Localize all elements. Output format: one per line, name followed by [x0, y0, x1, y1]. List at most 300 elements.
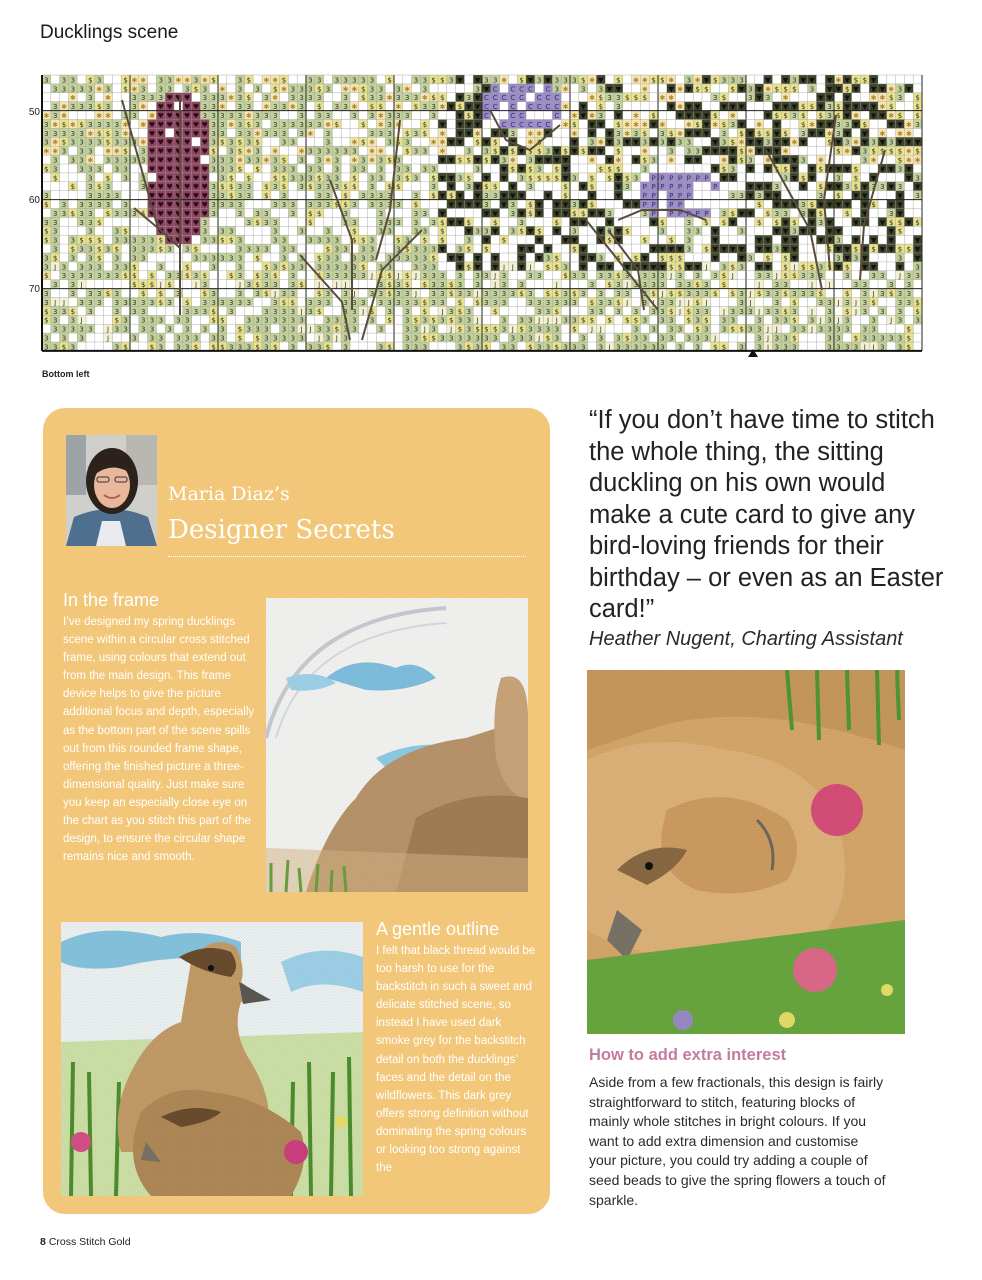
- chart-symbol: $: [299, 281, 304, 290]
- chart-symbol: 3: [880, 290, 885, 298]
- chart-symbol: 3: [554, 334, 560, 343]
- chart-symbol: ▼: [580, 112, 586, 120]
- chart-symbol: $: [765, 129, 771, 138]
- chart-symbol: 3: [167, 85, 172, 94]
- chart-symbol: 3: [378, 343, 384, 352]
- chart-symbol: ✱: [52, 120, 59, 129]
- chart-symbol: $: [792, 218, 797, 227]
- chart-symbol: $: [774, 85, 780, 94]
- chart-symbol: 3: [387, 112, 392, 120]
- chart-symbol: $: [572, 325, 577, 334]
- chart-symbol: $: [572, 209, 577, 218]
- chart-symbol: 3: [616, 138, 621, 147]
- chart-symbol: 3: [352, 76, 357, 85]
- chart-symbol: 3: [827, 103, 832, 112]
- chart-symbol: $: [589, 174, 595, 183]
- chart-symbol: $: [466, 263, 472, 272]
- chart-symbol: 3: [466, 325, 472, 334]
- chart-symbol: 3: [158, 76, 164, 85]
- chart-symbol: J: [318, 281, 321, 290]
- chart-symbol: 3: [299, 263, 304, 272]
- chart-symbol: $: [44, 201, 49, 209]
- chart-symbol: J: [335, 334, 338, 343]
- chart-symbol: ▼: [642, 254, 648, 263]
- chart-symbol: ▼: [501, 129, 507, 138]
- chart-symbol: $: [783, 85, 788, 94]
- chart-symbol: ▼: [818, 236, 824, 245]
- chart-symbol: 3: [255, 112, 260, 120]
- chart-symbol: 3: [123, 156, 128, 165]
- chart-symbol: ▼: [809, 218, 815, 227]
- chart-symbol: C: [554, 112, 560, 120]
- chart-symbol: 3: [299, 254, 304, 263]
- chart-symbol: 3: [272, 298, 278, 307]
- chart-symbol: ▼: [791, 174, 798, 183]
- chart-symbol: ▼: [730, 156, 736, 165]
- chart-symbol: ▼: [474, 201, 481, 209]
- chart-symbol: ▼: [756, 94, 762, 103]
- chart-symbol: ▼: [897, 263, 903, 272]
- chart-symbol: 3: [79, 85, 84, 94]
- chart-symbol: ▼: [853, 192, 859, 201]
- chart-symbol: ▼: [826, 94, 833, 103]
- chart-symbol: $: [132, 272, 137, 281]
- chart-symbol: ▼: [457, 201, 463, 209]
- chart-symbol: $: [871, 298, 876, 307]
- chart-symbol: $: [70, 209, 76, 218]
- chart-symbol: 3: [211, 120, 216, 129]
- chart-symbol: ✱: [377, 120, 384, 129]
- chart-symbol: J: [810, 281, 814, 290]
- chart-symbol: 3: [79, 103, 84, 112]
- chart-symbol: ▼: [818, 94, 824, 103]
- chart-symbol: J: [397, 272, 400, 281]
- chart-symbol: $: [378, 103, 384, 112]
- chart-symbol: ▼: [686, 263, 692, 272]
- chart-symbol: 3: [510, 201, 516, 209]
- chart-symbol: 3: [528, 272, 533, 281]
- chart-symbol: 3: [70, 85, 76, 94]
- chart-symbol: 3: [281, 290, 287, 298]
- chart-symbol: ✱: [52, 138, 59, 147]
- chart-symbol: ▼: [870, 263, 877, 272]
- chart-symbol: 3: [343, 334, 348, 343]
- chart-symbol: $: [844, 290, 850, 298]
- chart-symbol: 3: [334, 183, 340, 192]
- chart-symbol: 3: [334, 272, 340, 281]
- chart-symbol: P: [651, 174, 656, 183]
- chart-symbol: 3: [457, 343, 463, 352]
- chart-symbol: ▼: [580, 263, 586, 272]
- chart-symbol: 3: [404, 298, 410, 307]
- chart-symbol: 3: [563, 290, 568, 298]
- chart-symbol: P: [677, 201, 683, 209]
- chart-symbol: ▼: [474, 183, 481, 192]
- chart-symbol: ▼: [756, 138, 762, 147]
- chart-symbol: ✱: [589, 112, 595, 120]
- chart-symbol: C: [519, 112, 525, 120]
- chart-symbol: $: [237, 138, 243, 147]
- chart-symbol: $: [246, 94, 252, 103]
- chart-symbol: 3: [220, 334, 225, 343]
- chart-symbol: $: [712, 343, 718, 352]
- chart-symbol: $: [730, 85, 736, 94]
- chart-symbol: ♥: [184, 103, 191, 112]
- chart-symbol: $: [668, 263, 674, 272]
- chart-symbol: C: [483, 112, 489, 120]
- chart-symbol: $: [369, 307, 375, 316]
- chart-symbol: ▼: [527, 245, 534, 254]
- chart-symbol: 3: [844, 298, 850, 307]
- chart-symbol: ✱: [105, 147, 111, 156]
- chart-symbol: ▼: [606, 129, 613, 138]
- chart-symbol: $: [220, 316, 225, 325]
- chart-symbol: $: [739, 147, 744, 156]
- chart-symbol: 3: [220, 129, 225, 138]
- chart-symbol: $: [440, 94, 445, 103]
- chart-symbol: 3: [237, 245, 243, 254]
- chart-symbol: ▼: [554, 209, 560, 218]
- chart-symbol: 3: [642, 316, 648, 325]
- chart-symbol: $: [466, 174, 472, 183]
- chart-symbol: 3: [431, 263, 436, 272]
- chart-symbol: ▼: [844, 103, 850, 112]
- chart-symbol: 3: [387, 254, 392, 263]
- chart-symbol: C: [483, 94, 489, 103]
- chart-symbol: P: [660, 183, 665, 192]
- chart-symbol: ▼: [466, 201, 472, 209]
- chart-symbol: 3: [844, 183, 850, 192]
- chart-symbol: 3: [598, 298, 604, 307]
- chart-symbol: $: [783, 254, 788, 263]
- stitched-frame-photo: [266, 598, 528, 892]
- chart-symbol: P: [651, 209, 656, 218]
- chart-symbol: 3: [756, 334, 762, 343]
- chart-symbol: 3: [281, 165, 287, 174]
- chart-symbol: 3: [316, 112, 322, 120]
- chart-symbol: $: [607, 165, 612, 174]
- chart-symbol: ✱: [659, 94, 666, 103]
- chart-symbol: 3: [695, 147, 700, 156]
- chart-symbol: 3: [70, 76, 76, 85]
- chart-symbol: ▼: [580, 254, 586, 263]
- chart-symbol: ✱: [87, 156, 94, 165]
- chart-symbol: $: [915, 112, 920, 120]
- chart-symbol: ▼: [835, 227, 842, 236]
- chart-symbol: $: [704, 85, 709, 94]
- chart-symbol: ✱: [421, 94, 428, 103]
- chart-symbol: $: [792, 272, 797, 281]
- chart-symbol: 3: [237, 343, 243, 352]
- chart-symbol: ♥: [157, 201, 164, 209]
- chart-symbol: $: [827, 138, 832, 147]
- chart-symbol: 3: [202, 103, 208, 112]
- chart-symbol: ✱: [677, 129, 683, 138]
- chart-symbol: $: [79, 120, 84, 129]
- chart-symbol: 3: [422, 272, 428, 281]
- chart-symbol: J: [872, 343, 875, 352]
- chart-symbol: 3: [827, 334, 832, 343]
- chart-symbol: 3: [413, 325, 419, 334]
- chart-symbol: $: [580, 316, 586, 325]
- chart-symbol: 3: [871, 334, 876, 343]
- chart-symbol: ▼: [765, 165, 771, 174]
- chart-symbol: 3: [70, 254, 76, 263]
- chart-symbol: 3: [88, 227, 93, 236]
- chart-symbol: 3: [334, 316, 340, 325]
- chart-symbol: 3: [633, 281, 639, 290]
- chart-symbol: $: [387, 316, 392, 325]
- chart-symbol: 3: [140, 174, 146, 183]
- chart-symbol: 3: [281, 325, 287, 334]
- chart-symbol: 3: [88, 325, 93, 334]
- chart-symbol: 3: [378, 192, 384, 201]
- chart-symbol: $: [642, 129, 648, 138]
- chart-symbol: $: [255, 343, 260, 352]
- chart-symbol: $: [132, 263, 137, 272]
- chart-symbol: 3: [642, 165, 648, 174]
- chart-symbol: $: [862, 76, 868, 85]
- chart-symbol: $: [237, 147, 243, 156]
- chart-symbol: ▼: [694, 112, 701, 120]
- chart-symbol: 3: [132, 156, 137, 165]
- chart-symbol: 3: [897, 343, 903, 352]
- chart-symbol: ♥: [175, 236, 182, 245]
- chart-symbol: ♥: [184, 112, 191, 120]
- chart-symbol: 3: [457, 174, 463, 183]
- chart-symbol: P: [704, 209, 709, 218]
- chart-symbol: ✱: [879, 103, 886, 112]
- chart-symbol: 3: [211, 112, 216, 120]
- chart-symbol: $: [528, 201, 533, 209]
- chart-symbol: $: [316, 290, 322, 298]
- chart-symbol: 3: [264, 245, 269, 254]
- chart-symbol: 3: [325, 334, 331, 343]
- chart-symbol: 3: [211, 138, 216, 147]
- chart-symbol: ▼: [686, 156, 692, 165]
- chart-symbol: 3: [105, 245, 111, 254]
- chart-symbol: $: [501, 236, 507, 245]
- chart-symbol: $: [580, 76, 586, 85]
- chart-symbol: 3: [352, 316, 357, 325]
- chart-symbol: J: [890, 316, 893, 325]
- chart-symbol: 3: [765, 307, 771, 316]
- chart-symbol: C: [519, 94, 525, 103]
- chart-symbol: 3: [572, 174, 577, 183]
- chart-symbol: ▼: [633, 263, 639, 272]
- chart-symbol: 3: [44, 334, 49, 343]
- chart-symbol: ▼: [756, 85, 762, 94]
- chart-symbol: 3: [396, 245, 401, 254]
- chart-symbol: $: [466, 218, 472, 227]
- chart-symbol: 3: [739, 290, 744, 298]
- panel-divider: [168, 556, 526, 557]
- chart-symbol: $: [255, 165, 260, 174]
- chart-symbol: ▼: [624, 201, 630, 209]
- chart-symbol: $: [448, 316, 454, 325]
- row-label-60: 60: [28, 195, 40, 206]
- chart-symbol: 3: [61, 334, 67, 343]
- chart-symbol: ✱: [439, 103, 446, 112]
- chart-symbol: 3: [686, 147, 692, 156]
- chart-symbol: 3: [264, 316, 269, 325]
- chart-symbol: ♥: [166, 138, 173, 147]
- chart-symbol: ♥: [192, 112, 200, 120]
- chart-symbol: J: [793, 263, 796, 272]
- chart-symbol: $: [554, 165, 560, 174]
- chart-symbol: ▼: [466, 120, 472, 129]
- chart-symbol: 3: [748, 254, 753, 263]
- chart-symbol: 3: [299, 120, 304, 129]
- chart-symbol: 3: [431, 165, 436, 174]
- chart-symbol: ▼: [703, 76, 710, 85]
- chart-symbol: ▼: [897, 209, 903, 218]
- chart-symbol: J: [766, 325, 770, 334]
- chart-symbol: 3: [114, 209, 120, 218]
- chart-symbol: $: [158, 290, 164, 298]
- chart-symbol: 3: [176, 343, 181, 352]
- chart-symbol: 3: [246, 138, 252, 147]
- chart-symbol: ▼: [738, 254, 745, 263]
- chart-symbol: ▼: [862, 183, 868, 192]
- chart-symbol: ▼: [492, 129, 498, 138]
- chart-symbol: 3: [44, 192, 49, 201]
- chart-symbol: 3: [44, 76, 49, 85]
- chart-symbol: 3: [211, 94, 216, 103]
- chart-symbol: ▼: [694, 263, 701, 272]
- chart-symbol: 3: [686, 290, 692, 298]
- chart-symbol: 3: [378, 218, 384, 227]
- chart-symbol: ✱: [87, 129, 94, 138]
- chart-symbol: ▼: [862, 129, 868, 138]
- chart-symbol: 3: [70, 272, 76, 281]
- chart-symbol: 3: [396, 218, 401, 227]
- chart-symbol: 3: [651, 325, 656, 334]
- chart-symbol: ▼: [800, 183, 806, 192]
- chart-symbol: 3: [237, 201, 243, 209]
- chart-symbol: 3: [220, 165, 225, 174]
- chart-symbol: 3: [123, 236, 128, 245]
- chart-symbol: $: [616, 120, 621, 129]
- chart-symbol: $: [431, 334, 436, 343]
- chart-symbol: 3: [836, 129, 841, 138]
- chart-symbol: ♥: [192, 120, 200, 129]
- chart-symbol: 3: [589, 138, 595, 147]
- chart-symbol: 3: [158, 334, 164, 343]
- chart-symbol: ▼: [457, 218, 463, 227]
- chart-symbol: ✱: [377, 112, 384, 120]
- chart-symbol: ▼: [650, 138, 657, 147]
- chart-symbol: $: [123, 76, 128, 85]
- chart-symbol: $: [290, 298, 296, 307]
- chart-symbol: 3: [140, 245, 146, 254]
- chart-symbol: 3: [519, 334, 524, 343]
- chart-symbol: 3: [756, 316, 762, 325]
- chart-symbol: 3: [378, 281, 384, 290]
- chart-symbol: 3: [818, 272, 824, 281]
- chart-symbol: 3: [431, 325, 436, 334]
- chart-symbol: ♥: [184, 165, 191, 174]
- chart-symbol: $: [536, 147, 542, 156]
- chart-symbol: ✱: [43, 112, 50, 120]
- chart-symbol: 3: [431, 218, 436, 227]
- chart-symbol: ▼: [518, 209, 525, 218]
- chart-symbol: J: [300, 325, 303, 334]
- chart-symbol: ♥: [157, 174, 164, 183]
- chart-symbol: ▼: [870, 112, 877, 120]
- chart-symbol: $: [607, 316, 612, 325]
- chart-symbol: $: [228, 192, 234, 201]
- chart-symbol: 3: [413, 343, 419, 352]
- chart-symbol: $: [915, 94, 920, 103]
- chart-symbol: 3: [492, 76, 498, 85]
- chart-symbol: 3: [264, 325, 269, 334]
- chart-symbol: 3: [88, 290, 93, 298]
- chart-symbol: $: [695, 85, 700, 94]
- chart-symbol: $: [404, 245, 410, 254]
- chart-symbol: 3: [184, 334, 190, 343]
- chart-symbol: J: [555, 281, 558, 290]
- chart-symbol: 3: [132, 94, 137, 103]
- chart-symbol: ✱: [228, 120, 235, 129]
- chart-symbol: ♥: [148, 183, 156, 192]
- chart-symbol: ✱: [140, 120, 147, 129]
- chart-symbol: 3: [264, 334, 269, 343]
- chart-symbol: 3: [572, 227, 577, 236]
- chart-symbol: ♥: [201, 120, 208, 129]
- chart-symbol: $: [360, 120, 366, 129]
- chart-symbol: $: [281, 76, 287, 85]
- chart-symbol: 3: [536, 343, 542, 352]
- chart-symbol: 3: [343, 298, 348, 307]
- chart-symbol: ✱: [52, 147, 59, 156]
- chart-symbol: ▼: [782, 201, 789, 209]
- chart-symbol: $: [704, 245, 709, 254]
- chart-symbol: J: [758, 281, 761, 290]
- chart-symbol: 3: [404, 334, 410, 343]
- chart-symbol: $: [668, 307, 674, 316]
- chart-symbol: ▼: [765, 112, 771, 120]
- chart-symbol: 3: [290, 334, 296, 343]
- chart-symbol: 3: [774, 281, 780, 290]
- chart-symbol: $: [316, 103, 322, 112]
- chart-symbol: 3: [739, 343, 744, 352]
- chart-symbol: ♥: [148, 138, 156, 147]
- chart-symbol: ▼: [774, 192, 780, 201]
- chart-symbol: ▼: [703, 120, 710, 129]
- chart-symbol: 3: [61, 209, 67, 218]
- chart-symbol: ▼: [571, 147, 578, 156]
- chart-symbol: $: [607, 174, 612, 183]
- chart-symbol: 3: [228, 112, 234, 120]
- chart-symbol: ▼: [615, 174, 622, 183]
- chart-symbol: $: [475, 325, 480, 334]
- chart-symbol: 3: [316, 201, 322, 209]
- chart-symbol: $: [563, 272, 568, 281]
- chart-symbol: 3: [422, 254, 428, 263]
- chart-symbol: ▼: [835, 245, 842, 254]
- chart-symbol: 3: [580, 343, 586, 352]
- chart-symbol: $: [228, 236, 234, 245]
- chart-symbol: 3: [202, 325, 208, 334]
- chart-symbol: 3: [44, 218, 49, 227]
- chart-symbol: 3: [114, 325, 120, 334]
- chart-symbol: ▼: [457, 138, 463, 147]
- chart-symbol: ▼: [694, 156, 701, 165]
- chart-symbol: ▼: [765, 245, 771, 254]
- chart-symbol: ▼: [518, 245, 525, 254]
- chart-symbol: 3: [448, 76, 454, 85]
